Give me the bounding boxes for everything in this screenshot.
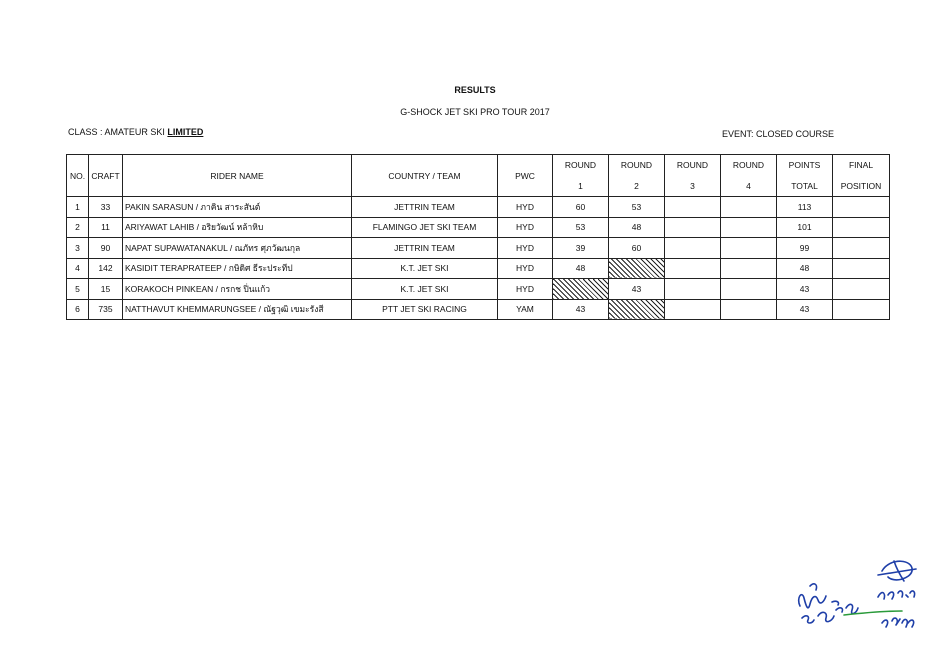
cell-round-2: 43	[609, 279, 665, 300]
cell-round-2: 48	[609, 217, 665, 238]
header-no: NO.	[67, 155, 89, 197]
cell-no: 6	[67, 299, 89, 320]
cell-pwc: HYD	[498, 217, 553, 238]
cell-pwc: HYD	[498, 238, 553, 259]
cell-round-3	[665, 279, 721, 300]
cell-round-1-hatched	[553, 279, 609, 300]
header-final: FINAL	[833, 155, 890, 176]
cell-round-4	[721, 217, 777, 238]
cell-round-4	[721, 238, 777, 259]
cell-rider: KORAKOCH PINKEAN / กรกช ปิ่นแก้ว	[123, 279, 352, 300]
cell-total: 43	[777, 279, 833, 300]
cell-rider: KASIDIT TERAPRATEEP / กษิดิศ ธีระประทีป	[123, 258, 352, 279]
cell-team: PTT JET SKI RACING	[352, 299, 498, 320]
cell-round-1: 48	[553, 258, 609, 279]
table-row	[67, 279, 890, 300]
cell-final	[833, 217, 890, 238]
cell-round-2-hatched	[609, 299, 665, 320]
header-pwc: PWC	[498, 155, 553, 197]
cell-pwc: HYD	[498, 197, 553, 218]
class-prefix: CLASS : AMATEUR SKI	[68, 127, 165, 137]
cell-total: 43	[777, 299, 833, 320]
cell-no: 2	[67, 217, 89, 238]
cell-round-2: 60	[609, 238, 665, 259]
header-points: POINTS	[777, 155, 833, 176]
header-round-2: ROUND	[609, 155, 665, 176]
cell-craft: 33	[89, 197, 123, 218]
cell-final	[833, 197, 890, 218]
cell-team: K.T. JET SKI	[352, 258, 498, 279]
results-title: RESULTS	[454, 85, 496, 95]
results-table	[66, 154, 890, 320]
cell-total: 113	[777, 197, 833, 218]
cell-round-1: 53	[553, 217, 609, 238]
cell-total: 99	[777, 238, 833, 259]
cell-round-3	[665, 217, 721, 238]
cell-round-1: 60	[553, 197, 609, 218]
cell-team: JETTRIN TEAM	[352, 197, 498, 218]
cell-craft: 90	[89, 238, 123, 259]
cell-craft: 15	[89, 279, 123, 300]
cell-round-2: 53	[609, 197, 665, 218]
class-limited: LIMITED	[167, 127, 204, 137]
cell-round-3	[665, 238, 721, 259]
header-round-3-num: 3	[665, 176, 721, 197]
cell-rider: NATTHAVUT KHEMMARUNGSEE / ณัฐวุฒิ เขมะรังสี	[123, 299, 352, 320]
cell-final	[833, 279, 890, 300]
cell-round-4	[721, 299, 777, 320]
table-row	[67, 258, 890, 279]
cell-round-3	[665, 197, 721, 218]
event-label: EVENT: CLOSED COURSE	[721, 129, 834, 139]
cell-no: 3	[67, 238, 89, 259]
cell-no: 5	[67, 279, 89, 300]
cell-rider: NAPAT SUPAWATANAKUL / ณภัทร ศุภวัฒนกุล	[123, 238, 352, 259]
header-round-1-num: 1	[553, 176, 609, 197]
cell-final	[833, 299, 890, 320]
cell-craft: 11	[89, 217, 123, 238]
table-row	[67, 299, 890, 320]
cell-round-4	[721, 279, 777, 300]
cell-round-3	[665, 299, 721, 320]
cell-round-4	[721, 258, 777, 279]
header-round-3: ROUND	[665, 155, 721, 176]
cell-rider: ARIYAWAT LAHIB / อริยวัฒน์ หล้าหิบ	[123, 217, 352, 238]
cell-team: JETTRIN TEAM	[352, 238, 498, 259]
cell-round-1: 39	[553, 238, 609, 259]
table-row	[67, 197, 890, 218]
cell-round-2-hatched	[609, 258, 665, 279]
cell-total: 101	[777, 217, 833, 238]
cell-pwc: HYD	[498, 279, 553, 300]
event-subtitle: G-SHOCK JET SKI PRO TOUR 2017	[400, 107, 550, 117]
cell-no: 4	[67, 258, 89, 279]
cell-pwc: YAM	[498, 299, 553, 320]
header-round-2-num: 2	[609, 176, 665, 197]
header-total: TOTAL	[777, 176, 833, 197]
header-craft: CRAFT	[89, 155, 123, 197]
header-round-4: ROUND	[721, 155, 777, 176]
cell-craft: 142	[89, 258, 123, 279]
header-country: COUNTRY / TEAM	[352, 155, 498, 197]
header-row-top	[67, 155, 890, 176]
signature-right	[842, 553, 924, 643]
cell-total: 48	[777, 258, 833, 279]
class-label	[68, 127, 203, 137]
header-round-1: ROUND	[553, 155, 609, 176]
cell-round-1: 43	[553, 299, 609, 320]
cell-final	[833, 238, 890, 259]
cell-no: 1	[67, 197, 89, 218]
cell-team: K.T. JET SKI	[352, 279, 498, 300]
header-rider: RIDER NAME	[123, 155, 352, 197]
header-position: POSITION	[833, 176, 890, 197]
cell-final	[833, 258, 890, 279]
cell-round-4	[721, 197, 777, 218]
header-round-4-num: 4	[721, 176, 777, 197]
cell-rider: PAKIN SARASUN / ภาคิน สาระสันต์	[123, 197, 352, 218]
cell-pwc: HYD	[498, 258, 553, 279]
cell-team: FLAMINGO JET SKI TEAM	[352, 217, 498, 238]
table-row	[67, 238, 890, 259]
cell-round-3	[665, 258, 721, 279]
table-row	[67, 217, 890, 238]
cell-craft: 735	[89, 299, 123, 320]
